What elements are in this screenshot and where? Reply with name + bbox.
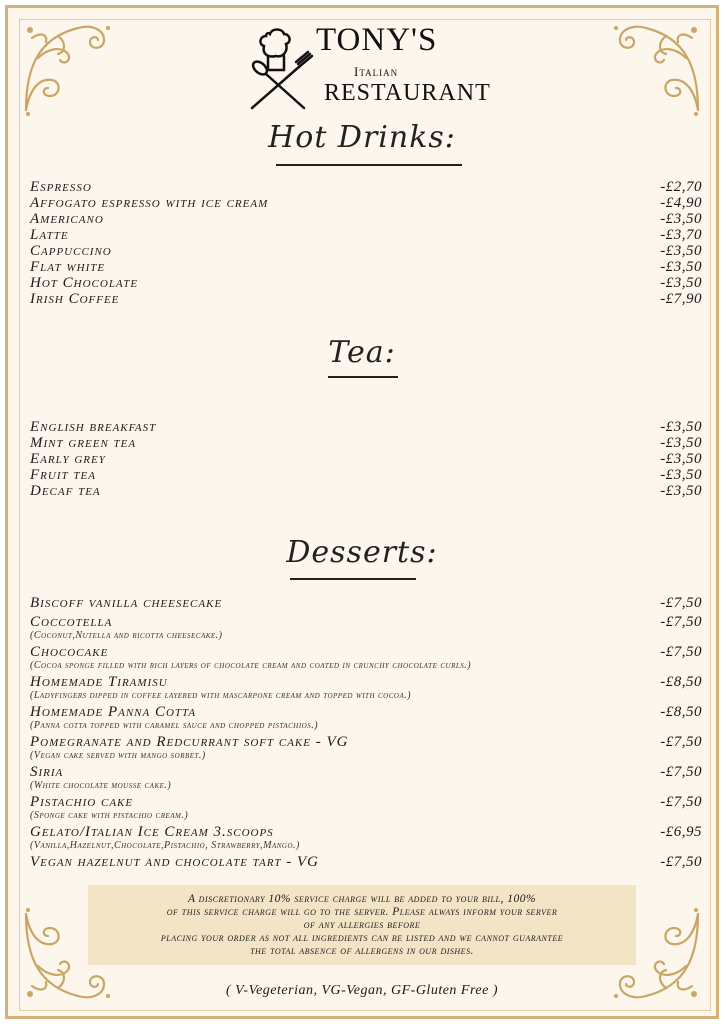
title-underline	[276, 164, 462, 166]
dessert-name: Homemade Panna Cotta	[30, 704, 197, 720]
dietary-legend: ( V-Vegeterian, VG-Vegan, GF-Gluten Free )	[225, 983, 498, 998]
menu-item-name: Flat white	[30, 259, 106, 275]
menu-item-row	[30, 291, 702, 307]
menu-item-price: -£2,70	[660, 179, 702, 195]
menu-item-name: Affogato espresso with ice cream	[30, 195, 269, 211]
section-title-hot-drinks: Hot Drinks:	[268, 120, 456, 155]
dessert-description: (Panna cotta topped with caramel sauce and chopped pistachios.)	[30, 720, 319, 731]
dessert-row	[30, 644, 702, 674]
dessert-name: Coccotella	[30, 614, 113, 630]
menu-item-row	[30, 227, 702, 243]
menu-item-name: Latte	[30, 227, 69, 243]
dessert-row	[30, 614, 702, 644]
logo-restaurant: RESTAURANT	[324, 80, 491, 106]
title-underline	[290, 578, 416, 580]
tea-list	[30, 419, 702, 499]
dessert-name: Biscoff vanilla cheesecake	[30, 595, 223, 611]
menu-item-price: -£3,50	[660, 243, 702, 259]
notice-line: A discretionary 10% service charge will be added to your bill, 100%	[187, 893, 537, 905]
menu-item-row	[30, 211, 702, 227]
menu-item-name: English breakfast	[30, 419, 157, 435]
menu-item-name: Fruit tea	[30, 467, 96, 483]
menu-item-row	[30, 259, 702, 275]
dessert-price: -£7,50	[660, 854, 702, 870]
menu-item-row	[30, 467, 702, 483]
chef-fork-spoon-icon	[238, 26, 324, 112]
menu-item-name: Hot Chocolate	[30, 275, 139, 291]
menu-item-price: -£3,50	[660, 211, 702, 227]
dessert-description: (Vegan cake served with mango sorbet.)	[30, 750, 206, 761]
logo-name: TONY'S	[316, 22, 438, 58]
dessert-price: -£6,95	[660, 824, 702, 840]
dessert-row	[30, 764, 702, 794]
dessert-row	[30, 824, 702, 854]
section-title-tea: Tea:	[328, 335, 396, 370]
dessert-price: -£7,50	[660, 644, 702, 660]
notice-line: the total absence of allergens in our dishes.	[250, 945, 474, 957]
dessert-name: Homemade Tiramisu	[30, 674, 168, 690]
dessert-name: Pomegranate and Redcurrant soft cake - VG	[30, 734, 349, 750]
corner-ornament-icon	[18, 18, 118, 118]
menu-item-price: -£4,90	[660, 195, 702, 211]
menu-item-row	[30, 195, 702, 211]
menu-item-price: -£3,50	[660, 419, 702, 435]
dessert-description: (Sponge cake with pistachio cream.)	[30, 810, 189, 821]
dessert-name: Chococake	[30, 644, 109, 660]
section-title-desserts: Desserts:	[286, 535, 438, 570]
menu-item-row	[30, 179, 702, 195]
dessert-price: -£8,50	[660, 674, 702, 690]
menu-item-row	[30, 243, 702, 259]
dessert-price: -£7,50	[660, 595, 702, 611]
dessert-price: -£7,50	[660, 794, 702, 810]
menu-item-name: Espresso	[30, 179, 92, 195]
menu-item-price: -£3,50	[660, 435, 702, 451]
menu-item-name: Cappuccino	[30, 243, 112, 259]
dessert-name: Gelato/Italian Ice Cream 3.scoops	[30, 824, 274, 840]
restaurant-logo	[238, 22, 491, 114]
menu-item-row	[30, 275, 702, 291]
dessert-description: (Ladyfingers dipped in coffee layered with mascarpone cream and topped with cocoa.)	[30, 690, 412, 701]
dessert-price: -£8,50	[660, 704, 702, 720]
dessert-description: (White chocolate mousse cake.)	[30, 780, 172, 791]
dessert-row	[30, 704, 702, 734]
dessert-row	[30, 595, 702, 614]
menu-item-name: Decaf tea	[30, 483, 101, 499]
corner-ornament-icon	[606, 18, 706, 118]
menu-item-price: -£3,50	[660, 259, 702, 275]
notice-line: of this service charge will go to the server. Please always inform your server	[166, 906, 558, 918]
dessert-row	[30, 854, 702, 872]
menu-item-price: -£3,50	[660, 275, 702, 291]
menu-item-price: -£3,50	[660, 467, 702, 483]
notice-line: of any allergies before	[303, 919, 421, 931]
menu-item-row	[30, 451, 702, 467]
dessert-row	[30, 734, 702, 764]
menu-item-price: -£7,90	[660, 291, 702, 307]
menu-item-price: -£3,50	[660, 483, 702, 499]
menu-item-row	[30, 435, 702, 451]
menu-item-name: Early grey	[30, 451, 106, 467]
notice-line: placing your order as not all ingredients can be listed and we cannot guarantee	[160, 932, 564, 944]
menu-item-price: -£3,50	[660, 451, 702, 467]
desserts-list	[30, 595, 702, 872]
service-charge-notice	[88, 885, 636, 965]
dessert-description: (Coconut,Nutella and ricotta cheesecake.)	[30, 630, 223, 641]
dessert-name: Pistachio cake	[30, 794, 134, 810]
menu-item-name: Americano	[30, 211, 104, 227]
dessert-name: Vegan hazelnut and chocolate tart - VG	[30, 854, 320, 870]
menu-item-row	[30, 483, 702, 499]
dessert-price: -£7,50	[660, 614, 702, 630]
menu-item-row	[30, 419, 702, 435]
dessert-price: -£7,50	[660, 734, 702, 750]
dessert-description: (Vanilla,Hazelnut,Chocolate,Pistachio, Strawberry,Mango.)	[30, 840, 300, 851]
logo-subtitle: Italian	[354, 64, 399, 79]
dessert-price: -£7,50	[660, 764, 702, 780]
dessert-name: Siria	[30, 764, 64, 780]
menu-item-name: Mint green tea	[30, 435, 137, 451]
title-underline	[328, 376, 398, 378]
dessert-row	[30, 674, 702, 704]
dessert-row	[30, 794, 702, 824]
hot-drinks-list	[30, 179, 702, 307]
dessert-description: (Cocoa sponge filled with rich layers of chocolate cream and coated in crunchy chocolate curls.)	[30, 660, 472, 671]
menu-item-price: -£3,70	[660, 227, 702, 243]
menu-item-name: Irish Coffee	[30, 291, 120, 307]
